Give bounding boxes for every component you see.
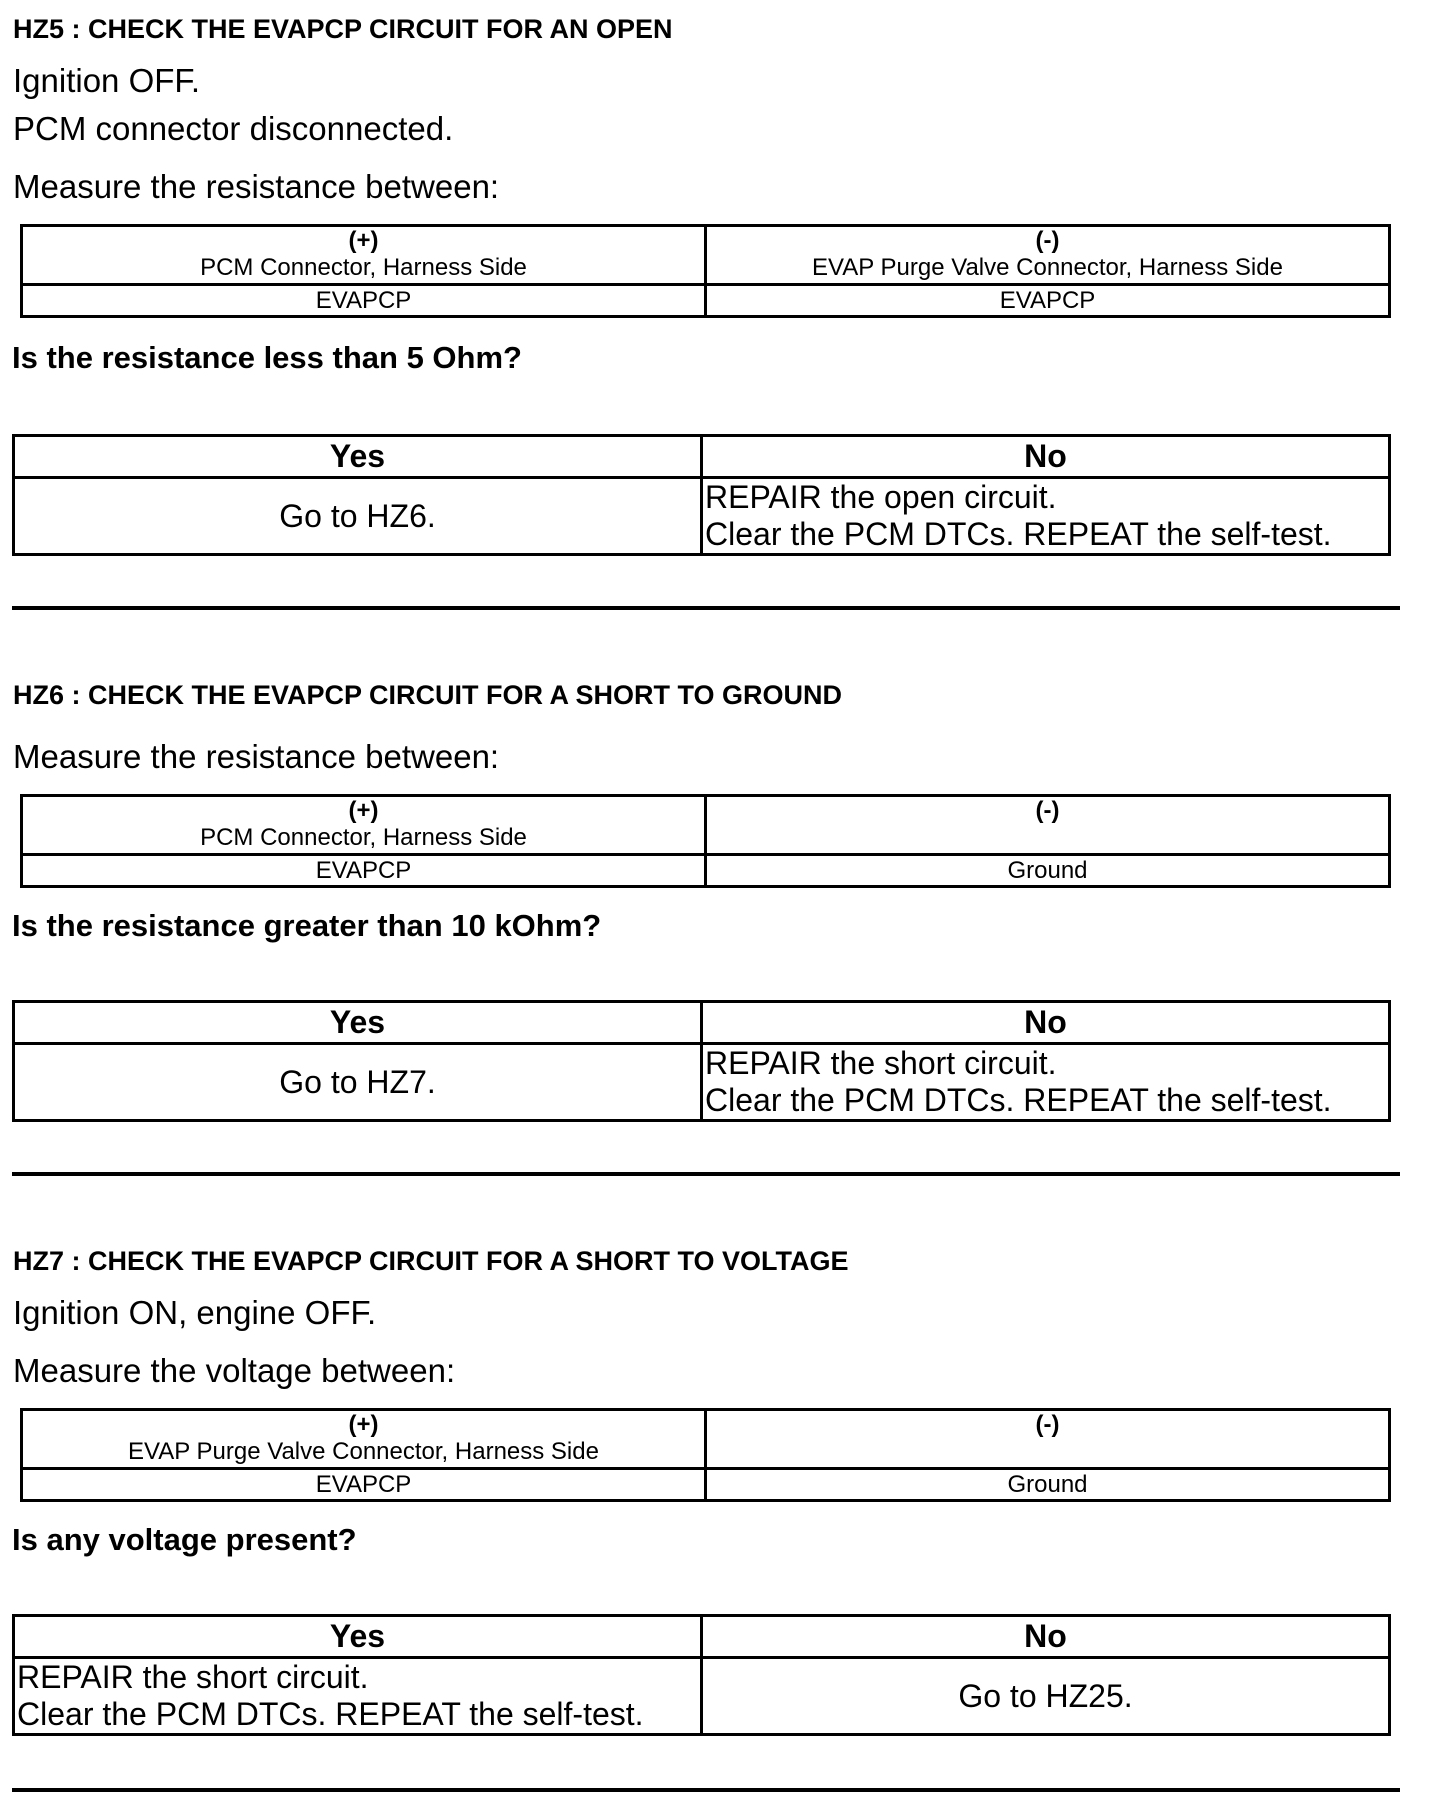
hz7-no-action: Go to HZ25. [702,1658,1390,1735]
hz7-yes-header: Yes [14,1616,702,1658]
hz6-plus-header [22,796,706,855]
hz7-condition-1: Ignition ON, engine OFF. [13,1294,377,1331]
hz6-measure-label: Measure the resistance between: [13,738,500,775]
plus-sign: (+) [348,797,379,824]
hz6-divider [12,1172,1400,1176]
hz6-yes-action: Go to HZ7. [14,1044,702,1121]
hz7-plus-value: EVAPCP [22,1469,706,1501]
hz5-yes-header: Yes [14,436,702,478]
hz7-heading: HZ7 : CHECK THE EVAPCP CIRCUIT FOR A SHORT TO VOLTAGE [13,1246,849,1276]
hz5-measurement-table [20,224,1391,318]
hz6-answer-table [12,1000,1391,1122]
hz6-question: Is the resistance greater than 10 kOhm? [12,908,602,943]
hz5-no-header: No [702,436,1390,478]
hz5-minus-value: EVAPCP [706,285,1390,317]
hz7-answer-table [12,1614,1391,1736]
hz7-minus-header [706,1410,1390,1469]
hz7-divider [12,1788,1400,1792]
hz5-heading: HZ5 : CHECK THE EVAPCP CIRCUIT FOR AN OPEN [13,14,673,44]
hz7-question: Is any voltage present? [12,1522,357,1557]
hz7-plus-header [22,1410,706,1469]
hz6-no-action: REPAIR the short circuit. Clear the PCM DTCs. REPEAT the self-test. [702,1044,1390,1121]
hz7-no-header: No [702,1616,1390,1658]
hz5-divider [12,606,1400,610]
hz5-plus-header [22,226,706,285]
plus-sign: (+) [348,1411,379,1438]
hz5-plus-value: EVAPCP [22,285,706,317]
hz6-heading: HZ6 : CHECK THE EVAPCP CIRCUIT FOR A SHORT TO GROUND [13,680,843,710]
hz5-no-action: REPAIR the open circuit. Clear the PCM DTCs. REPEAT the self-test. [702,478,1390,555]
hz6-minus-value: Ground [706,855,1390,887]
minus-sign: (-) [1035,227,1060,254]
hz6-yes-header: Yes [14,1002,702,1044]
hz7-measure-label: Measure the voltage between: [13,1352,456,1389]
hz5-answer-table [12,434,1391,556]
hz6-measurement-table [20,794,1391,888]
minus-sign: (-) [1035,1411,1060,1438]
hz7-measurement-table [20,1408,1391,1502]
hz6-plus-label: PCM Connector, Harness Side [200,824,527,851]
hz5-minus-label: EVAP Purge Valve Connector, Harness Side [812,254,1283,281]
hz7-minus-value: Ground [706,1469,1390,1501]
hz5-plus-label: PCM Connector, Harness Side [200,254,527,281]
plus-sign: (+) [348,227,379,254]
hz6-minus-header [706,796,1390,855]
hz7-yes-action: REPAIR the short circuit. Clear the PCM DTCs. REPEAT the self-test. [14,1658,702,1735]
hz5-minus-header [706,226,1390,285]
hz6-no-header: No [702,1002,1390,1044]
hz7-plus-label: EVAP Purge Valve Connector, Harness Side [128,1438,599,1465]
hz6-plus-value: EVAPCP [22,855,706,887]
hz5-question: Is the resistance less than 5 Ohm? [12,340,522,375]
hz5-measure-label: Measure the resistance between: [13,168,500,205]
hz5-yes-action: Go to HZ6. [14,478,702,555]
hz5-condition-2: PCM connector disconnected. [13,110,454,147]
hz5-condition-1: Ignition OFF. [13,62,201,99]
minus-sign: (-) [1035,797,1060,824]
